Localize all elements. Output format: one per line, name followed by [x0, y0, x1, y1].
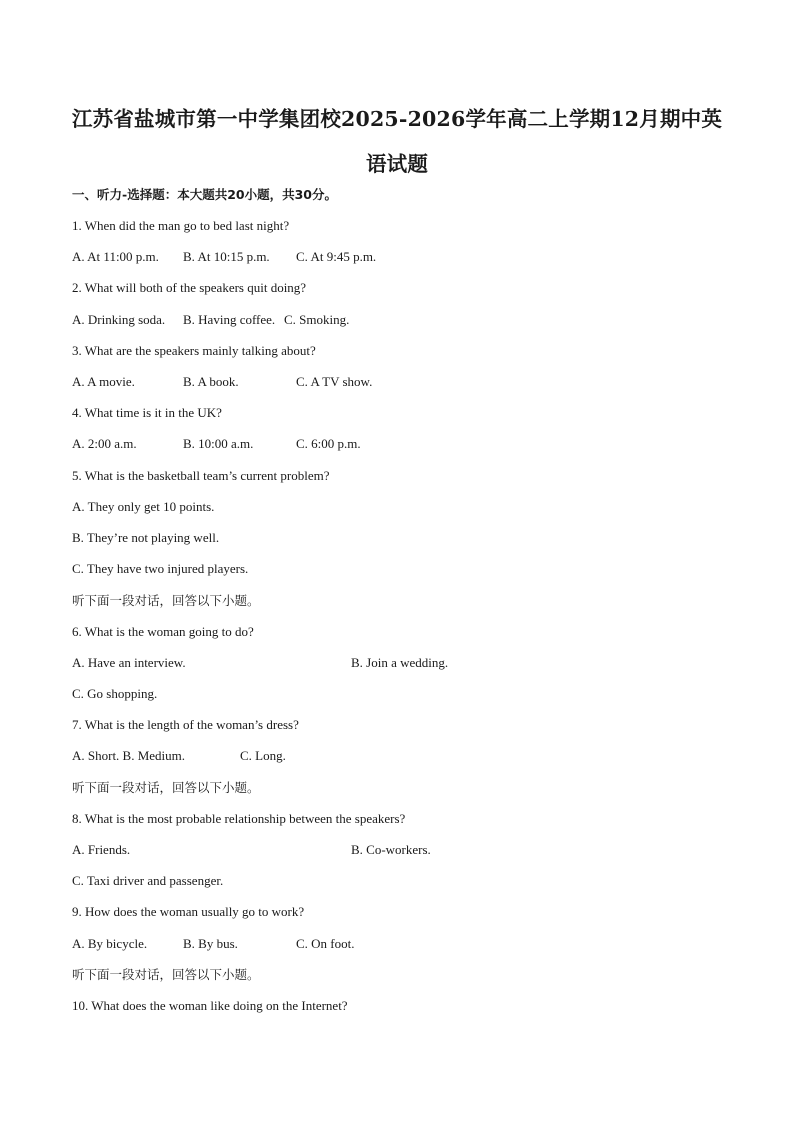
option-5a: A. They only get 10 points. [72, 499, 215, 514]
question-4: 4. What time is it in the UK? [72, 405, 222, 420]
option-2c: C. Smoking. [284, 312, 350, 327]
title-line-2: 语试题 [365, 152, 429, 176]
option-1c: C. At 9:45 p.m. [296, 249, 377, 264]
options-2 [72, 310, 349, 330]
document-title [40, 97, 754, 187]
question-6: 6. What is the woman going to do? [72, 624, 254, 639]
listen-prompt-1: 听下面一段对话，回答以下小题。 [72, 593, 260, 608]
options-1 [72, 247, 376, 267]
option-4c: C. 6:00 p.m. [296, 436, 361, 451]
option-9b: B. By bus. [183, 936, 238, 951]
section-heading: 一、听力-选择题：本大题共20小题，共30分。 [72, 187, 337, 202]
option-7ab: A. Short. B. Medium. [72, 748, 186, 763]
option-5c: C. They have two injured players. [72, 561, 249, 576]
option-8a: A. Friends. [72, 842, 131, 857]
option-6a: A. Have an interview. [72, 655, 186, 670]
question-8: 8. What is the most probable relationship between the speakers? [72, 811, 406, 826]
question-7: 7. What is the length of the woman’s dress? [72, 717, 299, 732]
question-2: 2. What will both of the speakers quit doing? [72, 280, 307, 295]
question-10: 10. What does the woman like doing on the Internet? [72, 998, 348, 1013]
option-8b: B. Co-workers. [351, 842, 431, 857]
option-1a: A. At 11:00 p.m. [72, 249, 159, 264]
question-1: 1. When did the man go to bed last night? [72, 218, 290, 233]
options-6 [72, 653, 448, 673]
options-3 [72, 372, 372, 392]
question-5: 5. What is the basketball team’s current problem? [72, 468, 330, 483]
option-6c: C. Go shopping. [72, 686, 158, 701]
question-3: 3. What are the speakers mainly talking about? [72, 343, 316, 358]
option-9c: C. On foot. [296, 936, 355, 951]
option-2a: A. Drinking soda. [72, 312, 166, 327]
option-8c: C. Taxi driver and passenger. [72, 873, 224, 888]
options-4 [72, 434, 361, 454]
option-5b: B. They’re not playing well. [72, 530, 220, 545]
option-2b: B. Having coffee. [183, 312, 276, 327]
question-9: 9. How does the woman usually go to work? [72, 904, 305, 919]
option-6b: B. Join a wedding. [351, 655, 449, 670]
options-9 [72, 934, 355, 954]
listen-prompt-3: 听下面一段对话，回答以下小题。 [72, 967, 260, 982]
title-line-1: 江苏省盐城市第一中学集团校2025-2026学年高二上学期12月期中英 [71, 107, 723, 131]
option-4b: B. 10:00 a.m. [183, 436, 254, 451]
option-3b: B. A book. [183, 374, 239, 389]
option-9a: A. By bicycle. [72, 936, 148, 951]
listen-prompt-2: 听下面一段对话，回答以下小题。 [72, 780, 260, 795]
options-8 [72, 840, 431, 860]
option-7c: C. Long. [240, 748, 286, 763]
options-7 [72, 746, 286, 766]
option-3a: A. A movie. [72, 374, 135, 389]
option-3c: C. A TV show. [296, 374, 373, 389]
option-4a: A. 2:00 a.m. [72, 436, 137, 451]
option-1b: B. At 10:15 p.m. [183, 249, 270, 264]
